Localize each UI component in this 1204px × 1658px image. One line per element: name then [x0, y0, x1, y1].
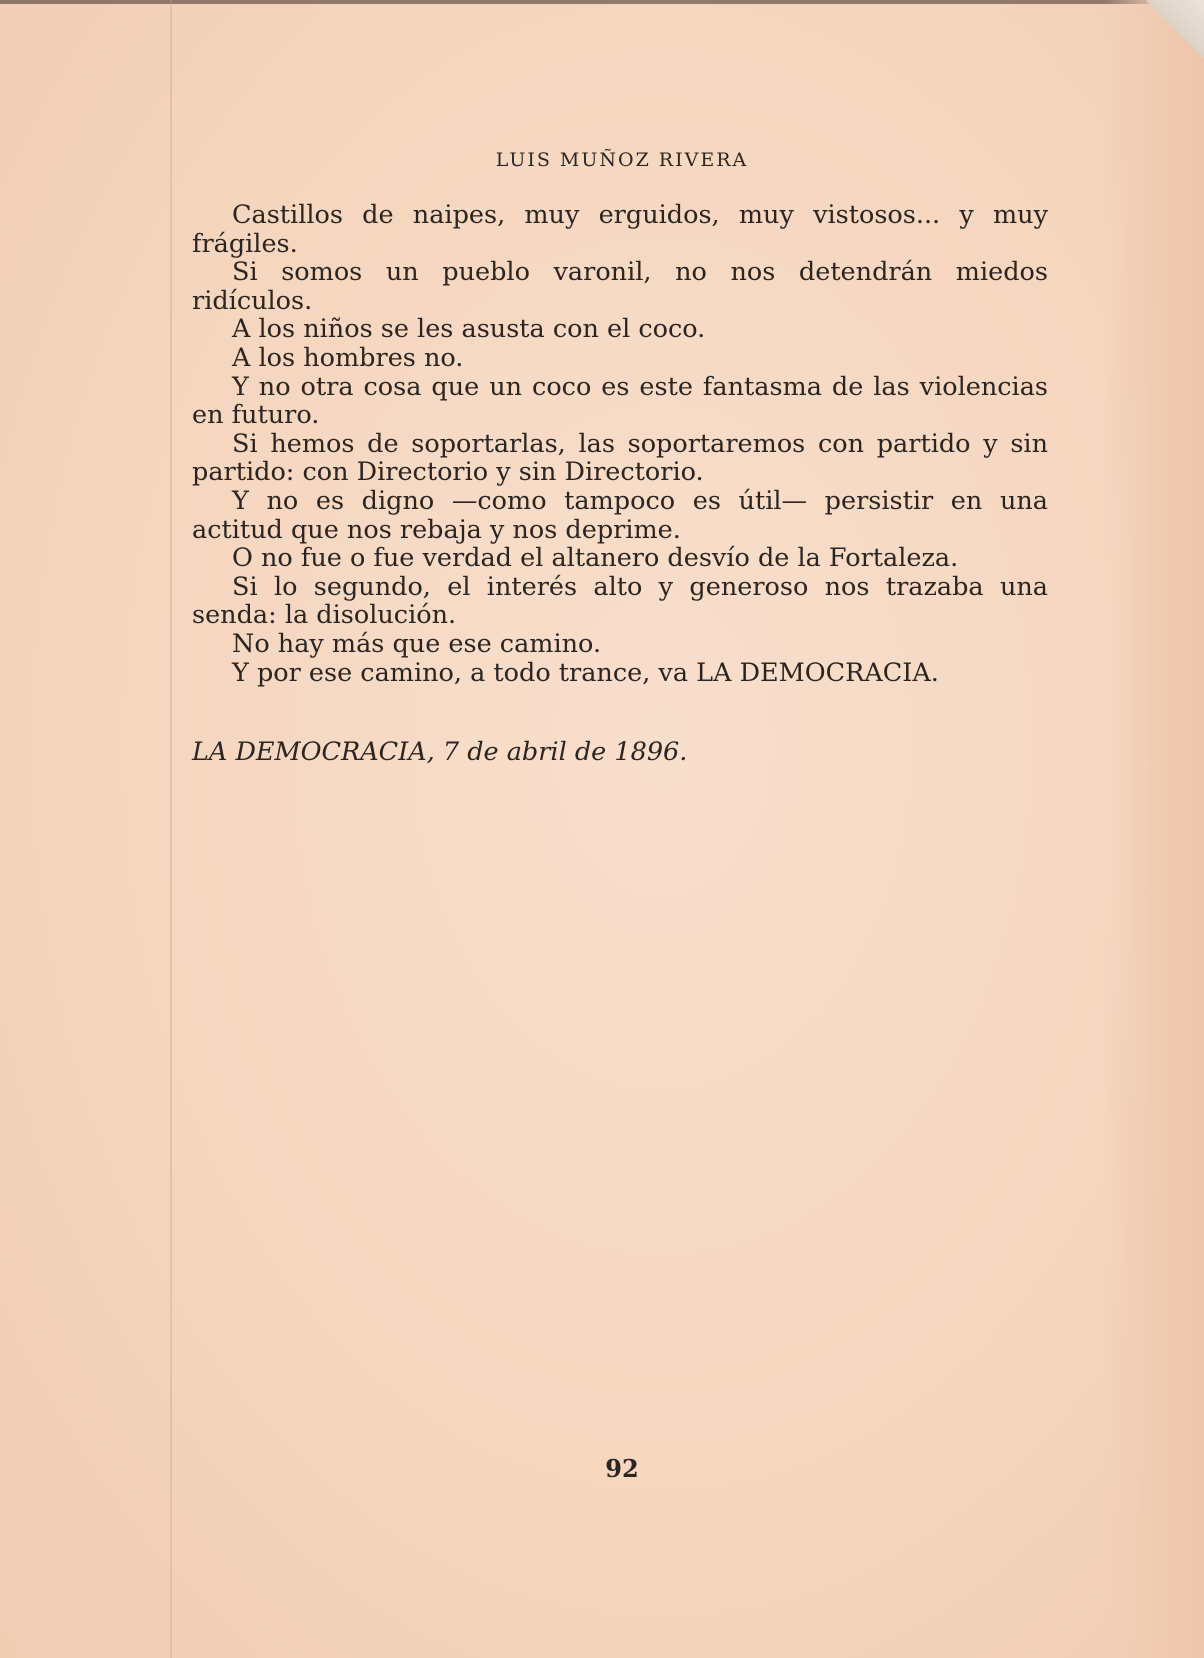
paragraph: A los hombres no.	[232, 342, 464, 373]
paragraph: Si hemos de soportarlas, las soportaremos con partido y sin partido: con Directorio y sin Directorio.	[192, 428, 1048, 488]
folded-corner	[1140, 0, 1204, 64]
paragraph: Y no es digno —como tampoco es útil— persistir en una actitud que nos rebaja y nos deprime.	[192, 485, 1048, 545]
body-text	[192, 201, 1048, 687]
paragraph: Si lo segundo, el interés alto y generoso nos trazaba una senda: la disolución.	[192, 571, 1048, 631]
paragraph: Castillos de naipes, muy erguidos, muy vistosos... y muy frágiles.	[192, 200, 1048, 259]
page-right-edge	[1104, 0, 1204, 1658]
paragraph: O no fue o fue verdad el altanero desvío de la Fortaleza.	[232, 543, 959, 574]
gutter-line	[170, 0, 172, 1658]
source-signature: LA DEMOCRACIA, 7 de abril de 1896.	[192, 737, 688, 767]
paragraph: Y por ese camino, a todo trance, va LA DEMOCRACIA.	[232, 657, 939, 688]
running-head: LUIS MUÑOZ RIVERA	[495, 149, 749, 171]
paragraph: Si somos un pueblo varonil, no nos detendrán miedos ridículos.	[192, 257, 1048, 316]
paragraph: A los niños se les asusta con el coco.	[232, 314, 706, 345]
paragraph: No hay más que ese camino.	[232, 628, 602, 659]
paragraph: Y no otra cosa que un coco es este fantasma de las violencias en futuro.	[192, 371, 1048, 431]
page-number: 92	[605, 1454, 639, 1483]
page-top-edge	[0, 0, 1204, 4]
